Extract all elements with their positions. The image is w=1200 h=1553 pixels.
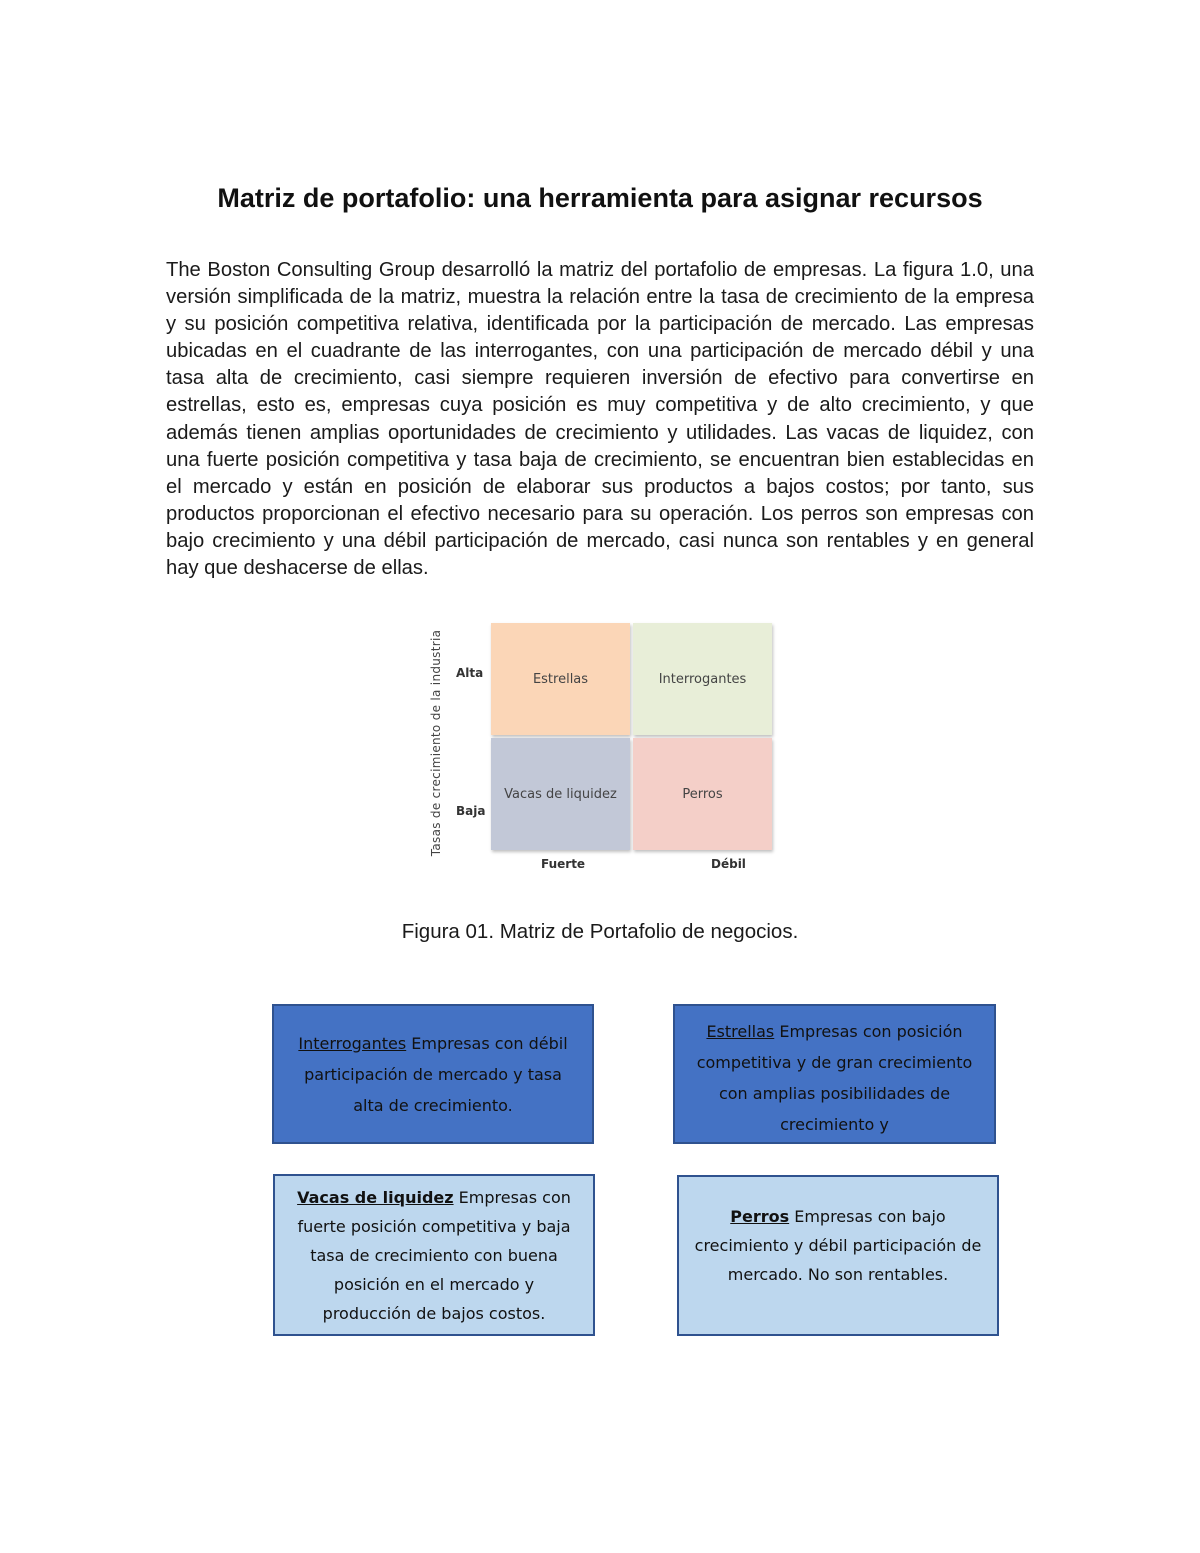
- document-title: Matriz de portafolio: una herramienta para asignar recursos: [217, 183, 983, 213]
- estrellas-box: [673, 1004, 996, 1144]
- figure-caption: Figura 01. Matriz de Portafolio de negocios.: [401, 920, 799, 943]
- x-axis-right-label: Débil: [711, 857, 746, 871]
- vacas-box-content: [289, 1183, 579, 1328]
- perros-term: Perros: [730, 1207, 790, 1226]
- interrogantes-box: [272, 1004, 594, 1144]
- x-axis-left-label: Fuerte: [541, 857, 586, 871]
- estrellas-term: Estrellas: [706, 1022, 775, 1041]
- intro-paragraph: The Boston Consulting Group desarrolló la matriz del portafolio de empresas. La figura 1.0, una versión simplificada de la matriz, muestra la relación entre la tasa de crecimiento de la empresa y su posición competitiva relativa, identificada por la participación de mercado. Las empresas ubicadas en el cuadrante de las interrogantes, con una participación de mercado débil y una tasa alta de crecimiento, casi siempre requieren inversión de efectivo para convertirse en estrellas, esto es, empresas cuya posición es muy competitiva y de alto crecimiento, y que además tienen amplias oportunidades de crecimiento y utilidades. Las vacas de liquidez, con una fuerte posición competitiva y tasa baja de crecimiento, se encuentran bien establecidas en el mercado y están en posición de elaborar sus productos a bajos costos; por tanto, sus productos proporcionan el efectivo necesario para su operación. Los perros son empresas con bajo crecimiento y una débil participación de mercado, casi nunca son rentables y en general hay que deshacerse de ellas.: [166, 259, 1034, 580]
- perros-box-content: [693, 1202, 983, 1289]
- quadrant-interrogantes: [633, 623, 772, 735]
- interrogantes-box-content: [288, 1028, 578, 1121]
- perros-box: [677, 1175, 999, 1336]
- interrogantes-term: Interrogantes: [298, 1033, 407, 1053]
- quadrant-estrellas-label: Estrellas: [532, 671, 589, 687]
- y-axis-low-label: Baja: [456, 804, 486, 818]
- quadrant-vacas-label: Vacas de liquidez: [504, 786, 617, 802]
- vacas-de-liquidez-box: [273, 1174, 595, 1336]
- perros-description: Empresas con bajo crecimiento y débil participación de mercado. No son rentables.: [694, 1207, 982, 1284]
- quadrant-interrogantes-label: Interrogantes: [658, 671, 747, 687]
- estrellas-box-content: [689, 1016, 980, 1140]
- quadrant-vacas-de-liquidez: [491, 738, 630, 850]
- interrogantes-description: Empresas con débil participación de mercado y tasa alta de crecimiento.: [304, 1033, 568, 1115]
- estrellas-description: Empresas con posición competitiva y de gran crecimiento con amplias posibilidades de crecimiento y: [696, 1022, 973, 1134]
- vacas-term: Vacas de liquidez: [297, 1187, 454, 1207]
- y-axis-label: Tasas de crecimiento de la industria: [429, 629, 443, 857]
- quadrant-perros: [633, 738, 772, 850]
- quadrant-estrellas: [491, 623, 630, 735]
- y-axis-high-label: Alta: [456, 666, 484, 680]
- vacas-description: Empresas con fuerte posición competitiva y baja tasa de crecimiento con buena posición en el mercado y producción de bajos costos.: [297, 1187, 571, 1323]
- quadrant-perros-label: Perros: [682, 786, 723, 802]
- portfolio-matrix-figure: [420, 615, 790, 880]
